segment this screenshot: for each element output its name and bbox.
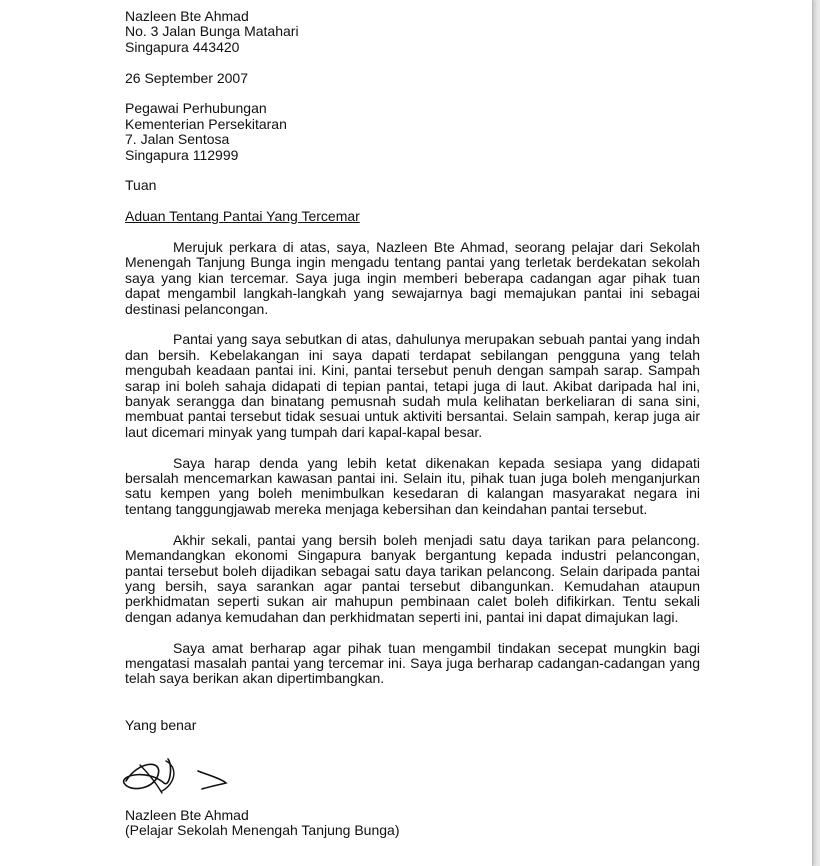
letter-date: 26 September 2007 [125, 69, 248, 86]
body-paragraph-1: Merujuk perkara di atas, saya, Nazleen Bte Ahmad, seorang pelajar dari Sekolah Menengah Tanjung Bunga ingin mengadu tentang pantai yang terletak berdekatan sekolah saya yang kian tercemar. Saya juga ingin memberi beberapa cadangan agar pihak tuan dapat mengambil langkah-langkah yang sewajarnya bagi memajukan pantai ini sebagai destinasi pelancongan. [125, 239, 700, 317]
closing: Yang benar [125, 716, 197, 733]
signature-name: Nazleen Bte Ahmad [125, 807, 249, 823]
signature-block [125, 808, 700, 839]
salutation: Tuan [125, 177, 157, 194]
recipient-street: 7. Jalan Sentosa [125, 131, 230, 148]
signature-role: (Pelajar Sekolah Menengah Tanjung Bunga) [125, 822, 400, 839]
body-paragraph-4: Akhir sekali, pantai yang bersih boleh menjadi satu daya tarikan para pelancong. Memandangkan ekonomi Singapura banyak bergantung kepada industri pelancongan, pantai tersebut boleh dijadikan sebagai satu daya tarikan pelancong. Selain daripada pantai yang bersih, saya sarankan agar pantai tersebut dibangunkan. Kemudahan ataupun perkhidmatan seperti sukan air mahupun pembinaan calet boleh difikirkan. Tentu sekali dengan adanya kemudahan dan perkhidmatan seperti ini, pantai ini dapat dimajukan lagi. [125, 531, 700, 625]
sender-address-line2: Singapura 443420 [125, 38, 240, 55]
letter-body [125, 9, 700, 733]
handwritten-signature [118, 753, 238, 799]
recipient-title: Pegawai Perhubungan [125, 100, 267, 117]
recipient-organisation: Kementerian Persekitaran [125, 115, 287, 132]
body-paragraph-2: Pantai yang saya sebutkan di atas, dahulunya merupakan sebuah pantai yang indah dan bersih. Kebelakangan ini saya dapati terdapat sebilangan pengguna yang telah mengubah keadaan pantai ini. Kini, pantai tersebut penuh dengan sampah sarap. Sampah sarap ini boleh sahaja didapati di tepian pantai, tetapi juga di laut. Akibat daripada hal ini, banyak serangga dan binatang pemusnah sudah mula kelihatan berkeliaran di sana sini, membuat pantai tersebut tidak sesuai untuk aktiviti bersantai. Selain sampah, kerap juga air laut dicemari minyak yang tumpah dari kapal-kapal besar. [125, 331, 700, 440]
sender-name: Nazleen Bte Ahmad [125, 8, 249, 24]
recipient-city: Singapura 112999 [125, 146, 239, 163]
body-paragraph-5: Saya amat berharap agar pihak tuan mengambil tindakan secepat mungkin bagi mengatasi masalah pantai yang tercemar ini. Saya juga berharap cadangan-cadangan yang telah saya berikan akan dipertimbangkan. [125, 639, 700, 687]
sender-address-line1: No. 3 Jalan Bunga Matahari [125, 23, 299, 40]
letter-subject: Aduan Tentang Pantai Yang Tercemar [125, 208, 360, 225]
body-paragraph-3: Saya harap denda yang lebih ketat dikenakan kepada sesiapa yang didapati bersalah mencemarkan kawasan pantai ini. Selain itu, pihak tuan juga boleh menganjurkan satu kempen yang boleh menimbulkan kesedaran di kalangan masyarakat negara ini tentang tanggungjawab mereka menjaga kebersihan dan keindahan pantai tersebut. [125, 454, 700, 517]
